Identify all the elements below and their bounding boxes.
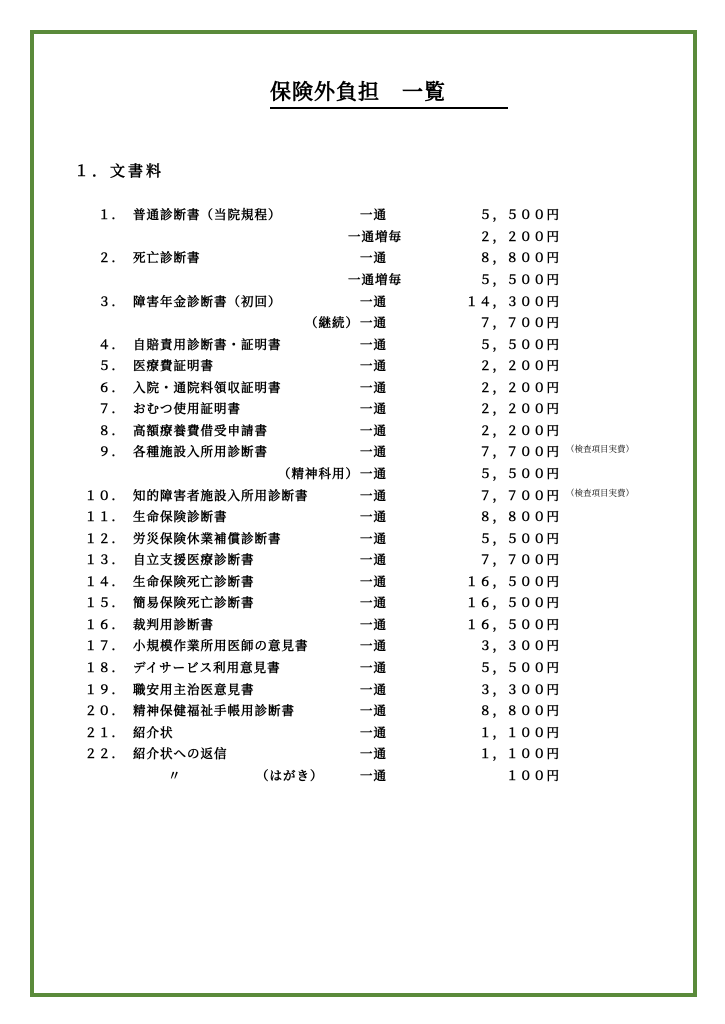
item-number: １９．	[84, 682, 125, 697]
item-number: １４．	[84, 574, 125, 589]
list-item	[0, 744, 725, 764]
list-item	[0, 593, 725, 613]
item-price: ５，５００円	[478, 207, 560, 222]
item-name: 入院・通院料領収証明書	[133, 380, 282, 395]
item-name: 自賠責用診断書・証明書	[133, 337, 282, 352]
item-unit: 一通	[360, 337, 388, 352]
item-number: ７．	[97, 401, 125, 416]
item-unit: 一通	[360, 294, 388, 309]
item-unit: 一通	[360, 380, 388, 395]
item-unit: 一通	[360, 595, 388, 610]
item-number: １７．	[84, 638, 125, 653]
item-name: 小規模作業所用医師の意見書	[133, 638, 309, 653]
item-name: 裁判用診断書	[133, 617, 215, 632]
list-item	[0, 766, 725, 786]
item-price: ５，５００円	[478, 660, 560, 675]
item-price: １，１００円	[478, 725, 560, 740]
list-item	[0, 486, 725, 506]
item-number: ２．	[97, 250, 125, 265]
item-name: （精神科用）	[277, 466, 359, 481]
list-item	[0, 335, 725, 355]
item-price: ２，２００円	[478, 358, 560, 373]
item-number: ５．	[97, 358, 125, 373]
item-name: おむつ使用証明書	[133, 401, 242, 416]
item-number: ２０．	[84, 703, 125, 718]
list-item	[0, 572, 725, 592]
item-price: ８，８００円	[478, 703, 560, 718]
item-name: 各種施設入所用診断書	[133, 444, 269, 459]
item-unit: 一通	[360, 444, 388, 459]
item-number: ８．	[97, 423, 125, 438]
item-unit: 一通	[360, 250, 388, 265]
item-name: 障害年金診断書（初回）	[133, 294, 282, 309]
section-heading: １．文書料	[74, 162, 165, 180]
item-name: 精神保健福祉手帳用診断書	[133, 703, 296, 718]
item-name: 自立支援医療診断書	[133, 552, 255, 567]
item-unit: 一通増毎	[348, 272, 403, 287]
item-number: ９．	[97, 444, 125, 459]
item-name: 高額療養費借受申請書	[133, 423, 269, 438]
item-name: 普通診断書（当院規程）	[133, 207, 282, 222]
list-item	[0, 507, 725, 527]
item-price: ５，５００円	[478, 466, 560, 481]
item-unit: 一通	[360, 682, 388, 697]
item-price: １６，５００円	[465, 617, 560, 632]
item-price: ２，２００円	[478, 380, 560, 395]
list-item	[0, 723, 725, 743]
item-price: ５，５００円	[478, 337, 560, 352]
list-item	[0, 680, 725, 700]
list-item	[0, 292, 725, 312]
item-number: ４．	[97, 337, 125, 352]
list-item	[0, 270, 725, 290]
item-note: （検査項目実費）	[566, 489, 635, 499]
item-name: 簡易保険死亡診断書	[133, 595, 255, 610]
page-title: 保険外負担 一覧	[270, 76, 508, 109]
item-price: １４，３００円	[465, 294, 560, 309]
item-name: （はがき）	[256, 768, 324, 783]
item-price: ２，２００円	[478, 229, 560, 244]
item-number: ２１．	[84, 725, 125, 740]
item-unit: 一通増毎	[348, 229, 403, 244]
list-item	[0, 399, 725, 419]
item-price: ８，８００円	[478, 250, 560, 265]
list-item	[0, 550, 725, 570]
item-price: １６，５００円	[465, 595, 560, 610]
item-number: １５．	[84, 595, 125, 610]
item-number: １１．	[84, 509, 125, 524]
item-name: 知的障害者施設入所用診断書	[133, 488, 309, 503]
item-unit: 一通	[360, 660, 388, 675]
item-price: ２，２００円	[478, 423, 560, 438]
item-unit: 一通	[360, 703, 388, 718]
list-item	[0, 464, 725, 484]
item-unit: 一通	[360, 638, 388, 653]
item-name: デイサービス利用意見書	[133, 660, 281, 675]
item-unit: 一通	[360, 574, 388, 589]
item-number: １８．	[84, 660, 125, 675]
item-unit: 一通	[360, 509, 388, 524]
list-item	[0, 356, 725, 376]
list-item	[0, 421, 725, 441]
item-price: ５，５００円	[478, 272, 560, 287]
item-unit: 一通	[360, 401, 388, 416]
list-item	[0, 658, 725, 678]
item-number: ６．	[97, 380, 125, 395]
item-number: １３．	[84, 552, 125, 567]
item-price: ７，７００円	[478, 315, 560, 330]
item-price: １，１００円	[478, 746, 560, 761]
item-unit: 一通	[360, 768, 388, 783]
item-price: １００円	[505, 768, 560, 783]
list-item	[0, 529, 725, 549]
item-price: ２，２００円	[478, 401, 560, 416]
list-item	[0, 313, 725, 333]
item-unit: 一通	[360, 746, 388, 761]
item-name: 生命保険診断書	[133, 509, 228, 524]
item-price: ５，５００円	[478, 531, 560, 546]
item-note: （検査項目実費）	[566, 445, 635, 455]
item-price: ３，３００円	[478, 682, 560, 697]
list-item	[0, 442, 725, 462]
item-name: 職安用主治医意見書	[133, 682, 255, 697]
ditto-mark: 〃	[168, 768, 182, 783]
item-unit: 一通	[360, 315, 388, 330]
item-unit: 一通	[360, 725, 388, 740]
item-unit: 一通	[360, 488, 388, 503]
item-name: 紹介状	[133, 725, 174, 740]
item-name: 生命保険死亡診断書	[133, 574, 255, 589]
item-price: ７，７００円	[478, 444, 560, 459]
list-item	[0, 248, 725, 268]
item-unit: 一通	[360, 466, 388, 481]
list-item	[0, 701, 725, 721]
item-unit: 一通	[360, 358, 388, 373]
item-unit: 一通	[360, 207, 388, 222]
item-number: １．	[97, 207, 125, 222]
item-name: 死亡診断書	[133, 250, 201, 265]
item-name: 紹介状への返信	[133, 746, 228, 761]
item-price: ８，８００円	[478, 509, 560, 524]
item-number: １０．	[84, 488, 125, 503]
item-number: １２．	[84, 531, 125, 546]
list-item	[0, 636, 725, 656]
item-name: 労災保険休業補償診断書	[133, 531, 282, 546]
list-item	[0, 205, 725, 225]
item-unit: 一通	[360, 423, 388, 438]
item-name: 医療費証明書	[133, 358, 215, 373]
item-price: ３，３００円	[478, 638, 560, 653]
list-item	[0, 227, 725, 247]
list-item	[0, 378, 725, 398]
item-price: １６，５００円	[465, 574, 560, 589]
item-unit: 一通	[360, 617, 388, 632]
item-number: ２２．	[84, 746, 125, 761]
list-item	[0, 615, 725, 635]
item-number: ３．	[97, 294, 125, 309]
item-name: （継続）	[304, 315, 359, 330]
item-number: １６．	[84, 617, 125, 632]
item-unit: 一通	[360, 552, 388, 567]
item-price: ７，７００円	[478, 552, 560, 567]
item-unit: 一通	[360, 531, 388, 546]
item-price: ７，７００円	[478, 488, 560, 503]
